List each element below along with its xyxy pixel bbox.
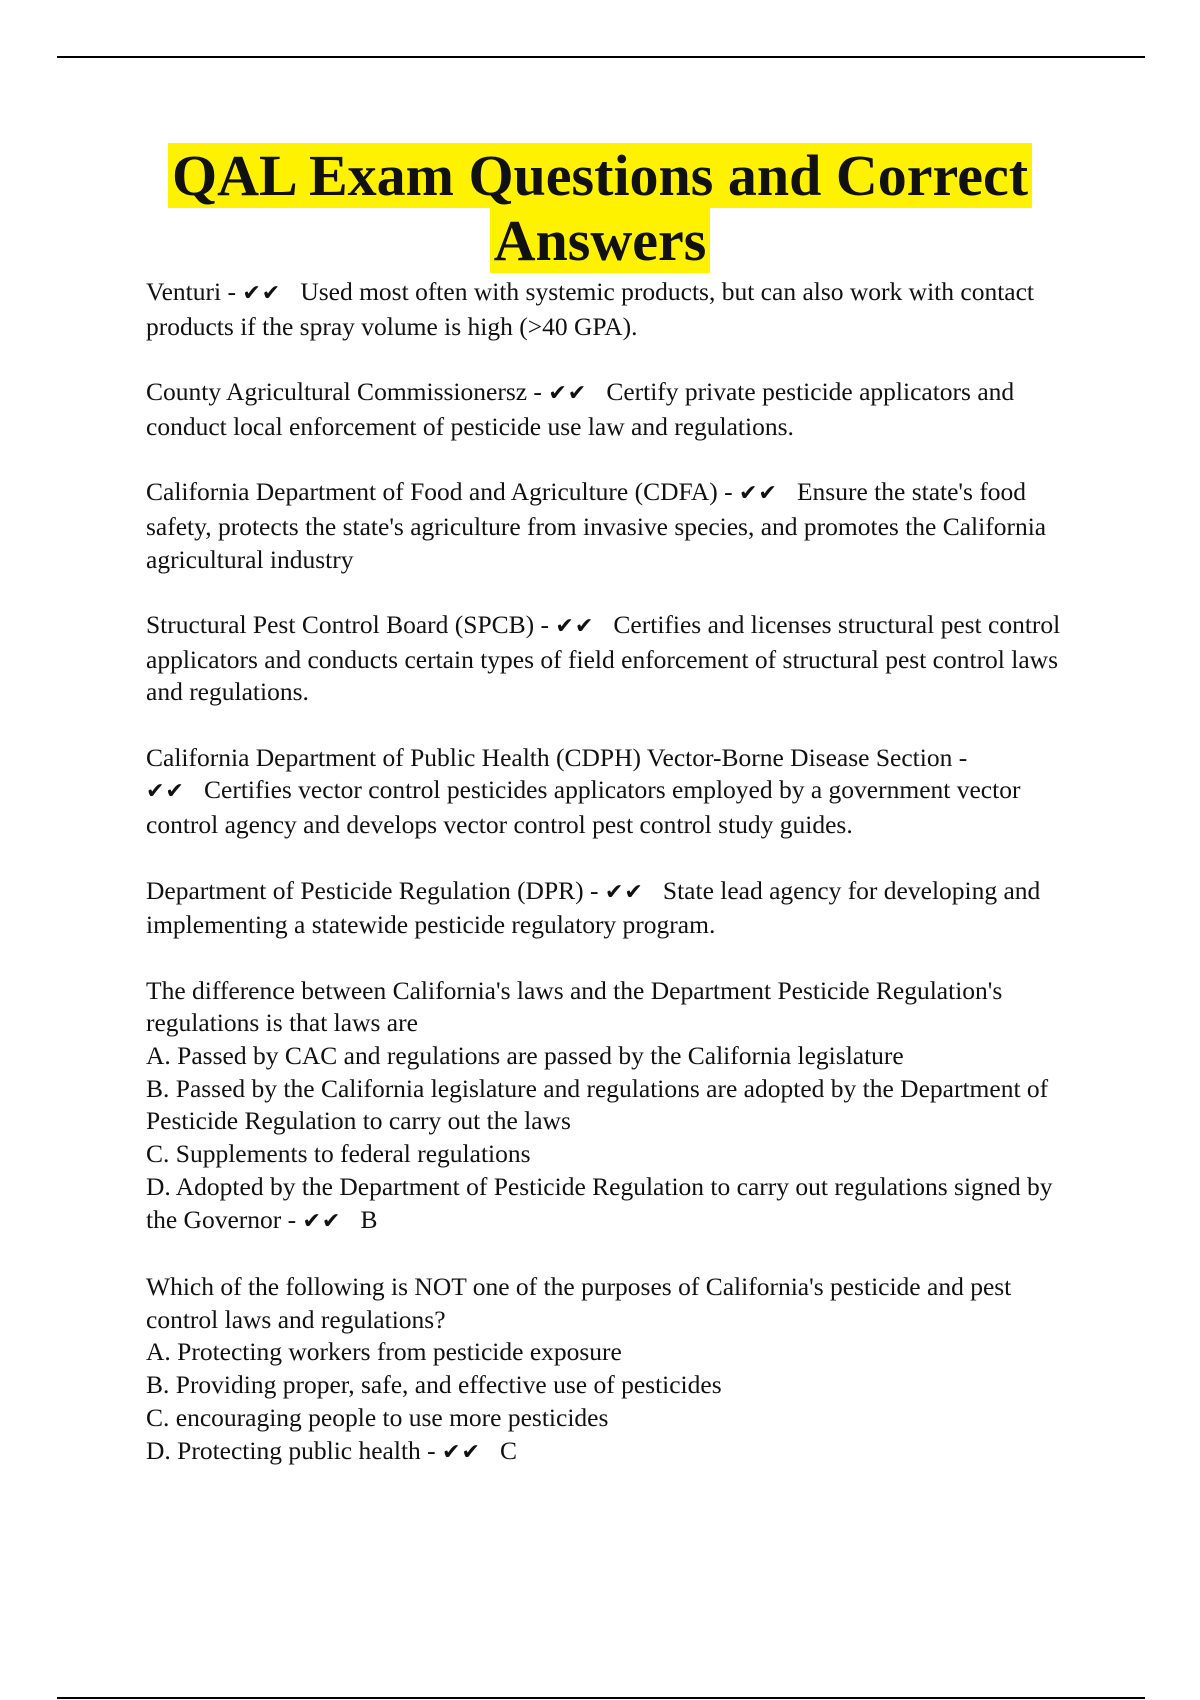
question-answer: C xyxy=(500,1435,518,1465)
bottom-rule xyxy=(57,1697,1145,1699)
check-icon: ✔✔ xyxy=(604,879,644,905)
check-icon: ✔✔ xyxy=(442,1439,481,1465)
entry-answer: Used most often with systemic products, but can also work with contact products if the spray volume is high (>40 GPA). xyxy=(146,277,1035,341)
qa-content xyxy=(146,276,1086,1502)
entry-term: California Department of Public Health (CDPH) Vector-Borne Disease Section - xyxy=(146,742,968,772)
top-rule xyxy=(57,56,1145,58)
qa-entry-spcb xyxy=(146,609,1086,709)
check-icon: ✔✔ xyxy=(242,281,282,306)
qa-entry-cdph xyxy=(146,742,1086,842)
entry-term: County Agricultural Commissionersz - xyxy=(146,377,549,407)
qa-entry-cac xyxy=(146,376,1086,443)
entry-term: Department of Pesticide Regulation (DPR) - xyxy=(146,875,605,905)
check-icon: ✔✔ xyxy=(555,613,595,639)
check-icon: ✔✔ xyxy=(302,1208,342,1234)
question-option-a: A. Passed by CAC and regulations are passed by the California legislature xyxy=(146,1041,904,1071)
question-answer: B xyxy=(360,1204,378,1234)
title-highlight xyxy=(168,143,1032,273)
title-line-2: Answers xyxy=(493,208,707,273)
entry-answer: Ensure the state's food safety, protects the state's agriculture from invasive species, and promotes the California agricultural industry xyxy=(146,477,1047,574)
entry-answer: State lead agency for developing and implementing a statewide pesticide regulatory program. xyxy=(146,875,1041,940)
question-option-c: C. encouraging people to use more pesticides xyxy=(146,1402,609,1432)
entry-answer: Certifies and licenses structural pest control applicators and conducts certain types of field enforcement of structural pest control laws and regulations. xyxy=(146,609,1061,707)
question-option-d-line xyxy=(146,1171,1086,1238)
qa-entry-venturi xyxy=(146,276,1086,343)
entry-term: California Department of Food and Agriculture (CDFA) - xyxy=(146,477,739,507)
check-icon: ✔✔ xyxy=(548,381,588,407)
check-icon: ✔✔ xyxy=(146,779,185,805)
entry-answer: Certifies vector control pesticides applicators employed by a government vector control agency and develops vector control pest control study guides. xyxy=(146,775,1021,840)
question-purposes xyxy=(146,1271,1086,1469)
entry-answer: Certify private pesticide applicators and conduct local enforcement of pesticide use law and regulations. xyxy=(146,377,1015,441)
question-stem: Which of the following is NOT one of the purposes of California's pesticide and pest control laws and regulations? xyxy=(146,1271,1012,1334)
question-option-d: D. Adopted by the Department of Pesticide Regulation to carry out regulations signed by the Governor - xyxy=(146,1171,1053,1234)
question-option-d-line xyxy=(146,1435,1086,1470)
qa-entry-dpr xyxy=(146,875,1086,942)
page-title xyxy=(0,143,1200,273)
question-option-c: C. Supplements to federal regulations xyxy=(146,1139,531,1169)
question-option-d: D. Protecting public health - xyxy=(146,1435,443,1465)
question-stem: The difference between California's laws and the Department Pesticide Regulation's regulations is that laws are xyxy=(146,975,1003,1038)
question-option-a: A. Protecting workers from pesticide exposure xyxy=(146,1337,622,1367)
check-icon: ✔✔ xyxy=(738,481,778,507)
title-line-1: QAL Exam Questions and Correct xyxy=(171,143,1029,208)
entry-term: Structural Pest Control Board (SPCB) - xyxy=(146,609,556,639)
question-option-b: B. Passed by the California legislature and regulations are adopted by the Department of Pesticide Regulation to carry out the laws xyxy=(146,1073,1049,1136)
qa-entry-cdfa xyxy=(146,476,1086,576)
entry-term: Venturi - xyxy=(146,277,243,306)
question-option-b: B. Providing proper, safe, and effective use of pesticides xyxy=(146,1370,722,1400)
question-laws-vs-regulations xyxy=(146,975,1086,1239)
